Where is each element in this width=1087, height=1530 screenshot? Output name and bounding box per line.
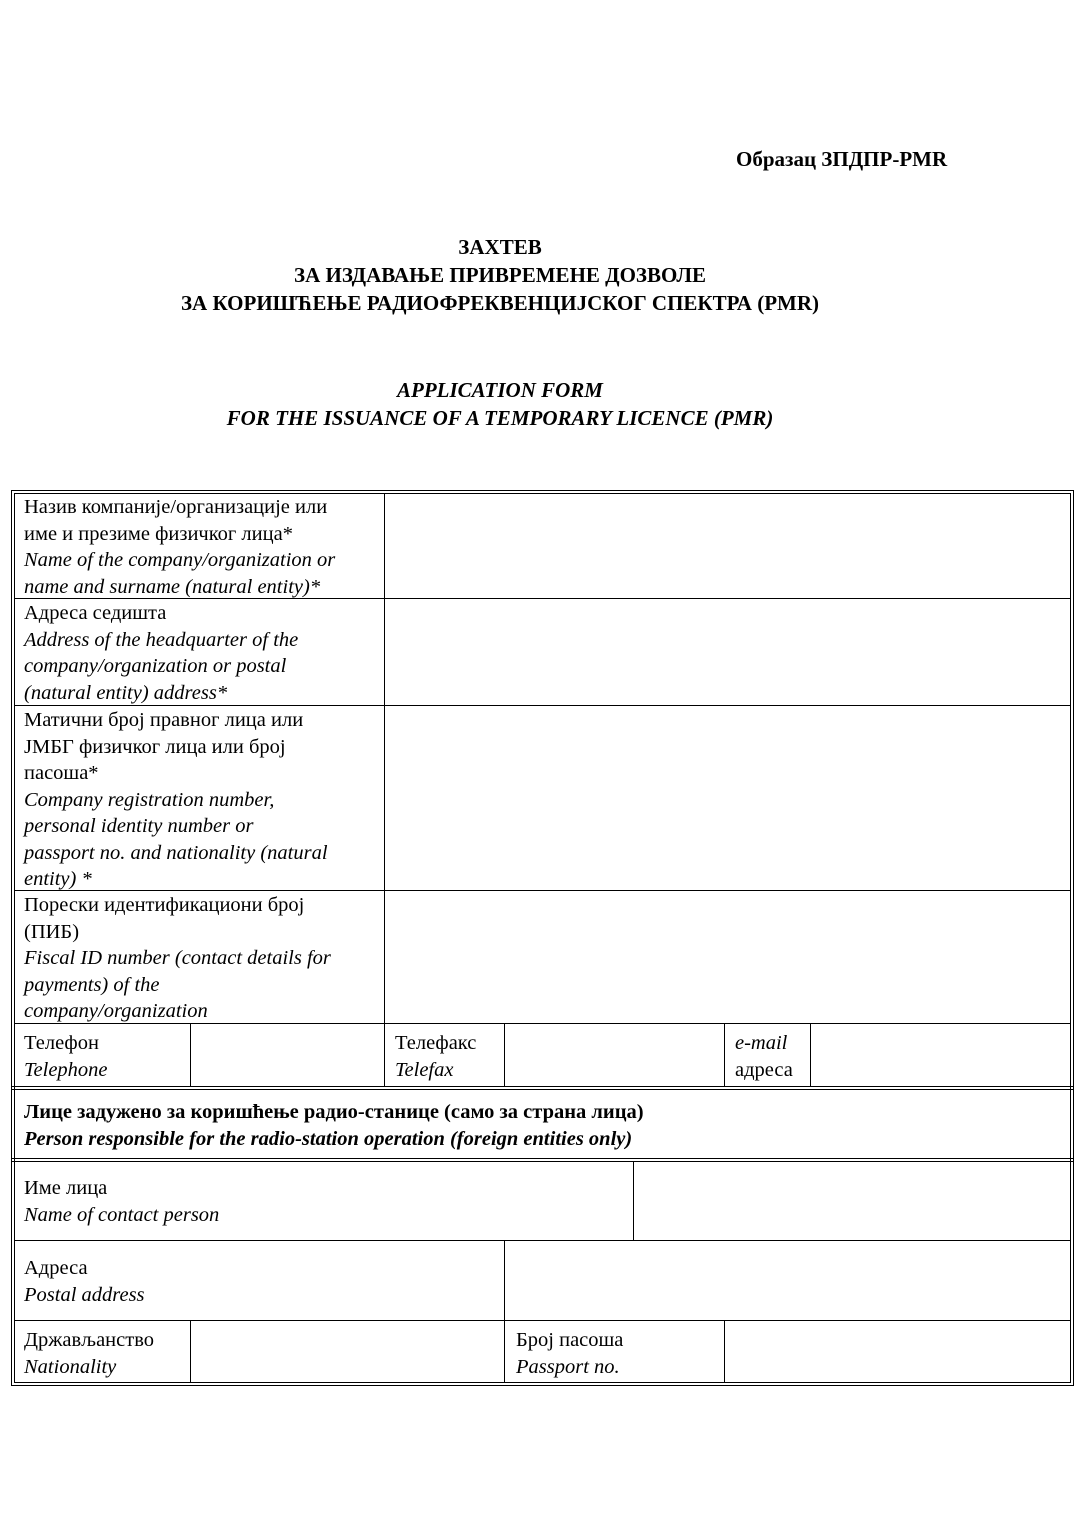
passport-label xyxy=(516,1327,623,1380)
table-border xyxy=(1070,493,1071,1383)
label-en: passport no. and nationality (natural xyxy=(24,841,328,864)
form-code: Образац ЗПДПР-PMR xyxy=(736,147,948,171)
registration-number-label xyxy=(24,707,328,893)
label-sr: ЈМБГ физичког лица или број xyxy=(24,735,286,758)
label-en: Fiscal ID number (contact details for xyxy=(24,947,331,969)
column-divider xyxy=(504,1240,505,1383)
tax-id-field[interactable] xyxy=(395,904,1060,1014)
label-en: Telefax xyxy=(395,1058,454,1081)
label-en: e-mail xyxy=(735,1032,788,1054)
title-english xyxy=(0,376,1000,432)
label-en: Address of the headquarter of the xyxy=(24,628,299,651)
nationality-label xyxy=(24,1327,154,1380)
postal-address-field[interactable] xyxy=(512,1250,1062,1312)
company-name-field[interactable] xyxy=(395,506,1060,586)
label-en: personal identity number or xyxy=(24,815,254,837)
title-en-line: APPLICATION FORM xyxy=(397,378,603,402)
column-divider xyxy=(504,1023,505,1087)
row-divider xyxy=(11,1158,1074,1159)
title-sr-line: ЗАХТЕВ xyxy=(458,235,542,259)
table-border xyxy=(14,493,15,1383)
label-en: (natural entity) address* xyxy=(24,681,228,704)
column-divider xyxy=(384,493,385,1087)
label-sr: Држављанство xyxy=(24,1329,154,1351)
contact-section-title xyxy=(24,1099,644,1152)
row-divider xyxy=(11,1161,1074,1162)
label-en: entity) * xyxy=(24,868,92,890)
label-sr: име и презиме физичког лица* xyxy=(24,522,293,545)
row-divider xyxy=(11,1089,1074,1090)
column-divider xyxy=(724,1320,725,1383)
company-name-label xyxy=(24,494,335,600)
label-en: company/organization or postal xyxy=(24,655,287,677)
row-divider xyxy=(14,1320,1071,1321)
title-en-line: FOR THE ISSUANCE OF A TEMPORARY LICENCE (PMR) xyxy=(226,406,774,430)
label-en: Nationality xyxy=(24,1355,117,1378)
label-sr: адреса xyxy=(735,1058,793,1081)
section-title-en: Person responsible for the radio-station operation (foreign entities only) xyxy=(24,1127,633,1150)
telephone-field[interactable] xyxy=(198,1030,378,1080)
table-border xyxy=(14,1382,1071,1383)
tax-id-label xyxy=(24,892,331,1025)
label-en: company/organization xyxy=(24,1000,208,1022)
label-en: name and surname (natural entity)* xyxy=(24,575,321,598)
label-sr: Матични број правног лица или xyxy=(24,709,304,731)
label-sr: (ПИБ) xyxy=(24,920,80,943)
column-divider xyxy=(633,1161,634,1241)
postal-address-label xyxy=(24,1255,145,1308)
row-divider xyxy=(11,1086,1074,1087)
label-en: Name of contact person xyxy=(24,1203,220,1226)
label-sr: Адреса седишта xyxy=(24,602,167,624)
label-en: Passport no. xyxy=(516,1355,620,1378)
telefax-field[interactable] xyxy=(512,1030,717,1080)
label-en: Name of the company/organization or xyxy=(24,549,336,571)
label-sr: Порески идентификациони број xyxy=(24,894,305,916)
label-sr: Број пасоша xyxy=(516,1329,624,1351)
label-en: Telephone xyxy=(24,1058,108,1081)
label-sr: Име лица xyxy=(24,1177,108,1199)
email-label xyxy=(735,1030,793,1083)
registration-number-field[interactable] xyxy=(395,718,1060,878)
headquarter-address-label xyxy=(24,600,298,706)
row-divider xyxy=(14,1240,1071,1241)
telefax-label xyxy=(395,1030,476,1083)
email-field[interactable] xyxy=(818,1030,1063,1080)
label-sr: Адреса xyxy=(24,1257,88,1279)
headquarter-address-field[interactable] xyxy=(395,612,1060,692)
title-sr-line: ЗА КОРИШЋЕЊЕ РАДИОФРЕКВЕНЦИЈСКОГ СПЕКТРА (PMR) xyxy=(180,291,820,315)
contact-name-field[interactable] xyxy=(642,1170,1062,1232)
telephone-label xyxy=(24,1030,108,1083)
section-title-sr: Лице задужено за коришћење радио-станице (само за страна лица) xyxy=(24,1101,644,1123)
nationality-field[interactable] xyxy=(198,1327,498,1377)
column-divider xyxy=(190,1320,191,1383)
label-en: Postal address xyxy=(24,1283,145,1306)
title-sr-line: ЗА ИЗДАВАЊЕ ПРИВРЕМЕНЕ ДОЗВОЛЕ xyxy=(294,263,706,287)
label-sr: Телефон xyxy=(24,1032,99,1054)
passport-field[interactable] xyxy=(732,1327,1062,1377)
column-divider xyxy=(724,1023,725,1087)
label-sr: пасоша* xyxy=(24,762,99,784)
label-en: payments) of the xyxy=(24,973,160,996)
title-serbian xyxy=(0,233,1000,317)
label-en: Company registration number, xyxy=(24,788,275,811)
label-sr: Телефакс xyxy=(395,1032,477,1054)
column-divider xyxy=(810,1023,811,1087)
label-sr: Назив компаније/организације или xyxy=(24,496,328,518)
contact-name-label xyxy=(24,1175,219,1228)
column-divider xyxy=(190,1023,191,1087)
